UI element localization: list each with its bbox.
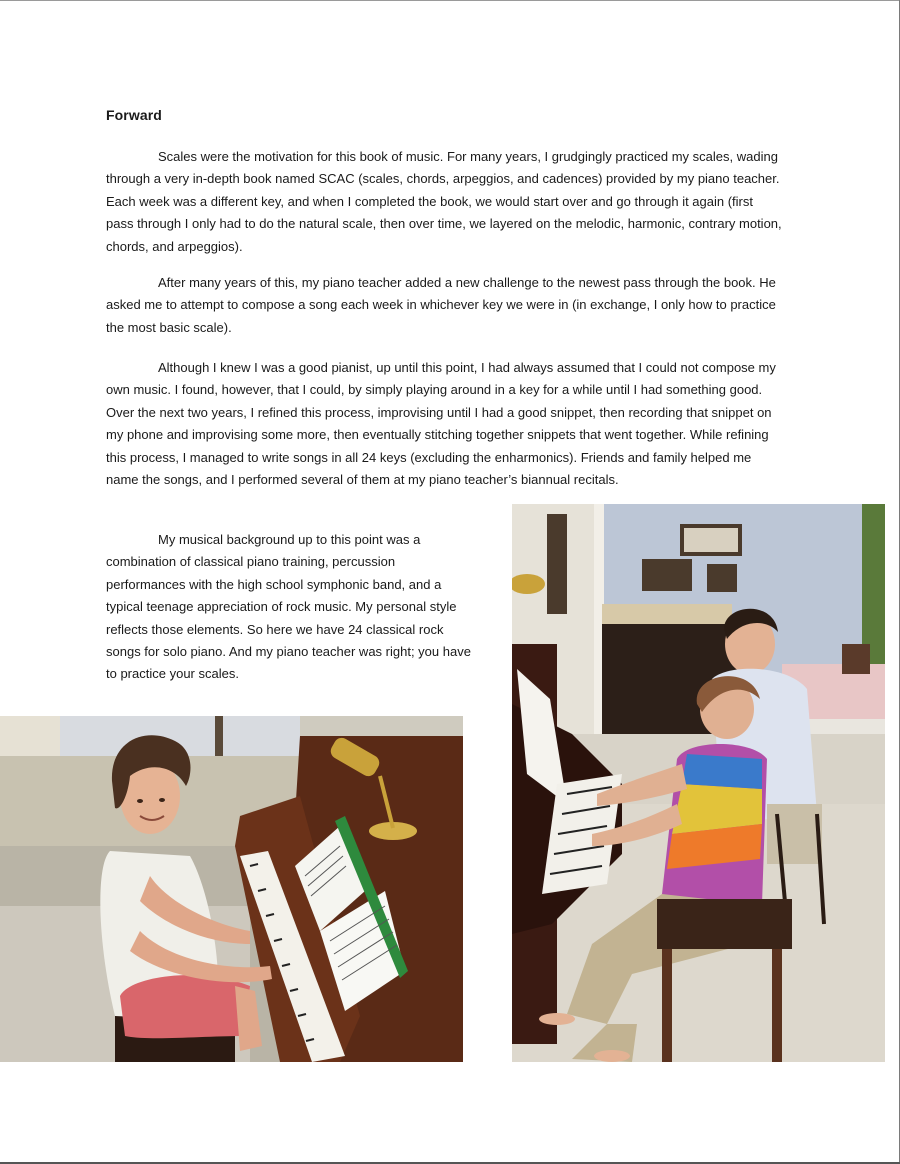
paragraph-4-text: My musical background up to this point was a combination of classical piano training, percussion performances with the high school symphonic band, and a typical teenage appreciation of rock music. My personal style reflects those elements. So here we have 24 classical rock songs for solo piano. And my piano teacher was right; you have to practice your scales. xyxy=(106,532,471,682)
paragraph-1-text: Scales were the motivation for this book of music. For many years, I grudgingly practiced my scales, wading through a very in-depth book named SCAC (scales, chords, arpeggios, and cadences) provided by my piano teacher. Each week was a different key, and when I completed the book, we would start over and go through it again (first pass through I only had to do the natural scale, then over time, we layered on the melodic, harmonic, contrary motion, chords, and arpeggios). xyxy=(106,149,782,254)
paragraph-1 xyxy=(106,146,782,258)
photo-lesson-at-piano xyxy=(512,504,885,1062)
photo-man-at-piano xyxy=(0,716,463,1062)
paragraph-3-text: Although I knew I was a good pianist, up until this point, I had always assumed that I could not compose my own music. I found, however, that I could, by simply playing around in a key for a while until I had something good. Over the next two years, I refined this process, improvising until I had a good snippet, then recording that snippet on my phone and improvising some more, then eventually stitching together snippets that went together. While refining this process, I managed to write songs in all 24 keys (excluding the enharmonics). Friends and family helped me name the songs, and I performed several of them at my piano teacher’s biannual recitals. xyxy=(106,360,776,488)
paragraph-3 xyxy=(106,357,782,491)
paragraph-2 xyxy=(106,272,782,339)
paragraph-4 xyxy=(106,529,478,686)
section-heading: Forward xyxy=(106,107,162,123)
photo-lesson-at-piano-illustration xyxy=(512,504,885,1062)
paragraph-2-text: After many years of this, my piano teacher added a new challenge to the newest pass through the book. He asked me to attempt to compose a song each week in whichever key we were in (in exchange, I only how to practice the most basic scale). xyxy=(106,275,776,335)
photo-man-at-piano-illustration xyxy=(0,716,463,1062)
page-border-top xyxy=(0,0,900,1)
